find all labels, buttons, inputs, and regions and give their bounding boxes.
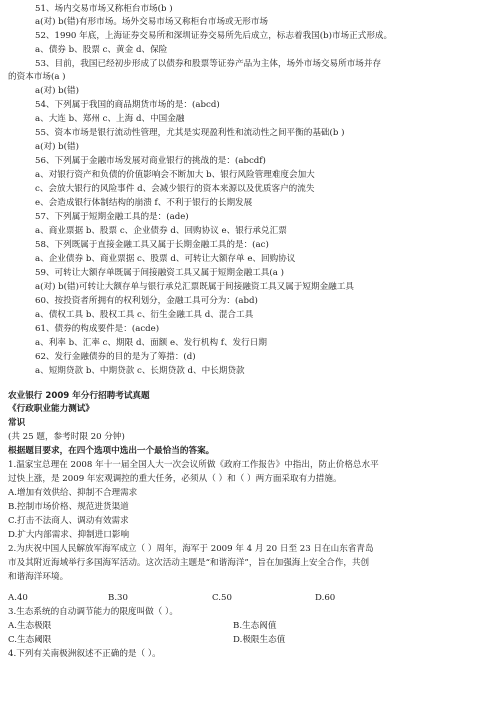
q62-text: 62、发行金融债券的目的是为了筹措：(d) <box>35 352 196 362</box>
q3-option-a: A.生态极限 <box>8 621 52 631</box>
q2-option-a: A.40 <box>8 593 28 603</box>
q53-text-cont: 的资本市场(a ) <box>8 72 66 82</box>
q60-options: a、债权工具 b、股权工具 c、衍生金融工具 d、混合工具 <box>35 310 254 320</box>
q59-text: 59、可转让大额存单既属于间接融资工具又属于短期金融工具(a ) <box>35 268 284 278</box>
q3-option-d: D.极限生态值 <box>233 635 286 645</box>
q52-text: 52、1990 年底，上海证券交易所和深圳证券交易所先后成立，标志着我国(b)市场正式形成。 <box>35 31 393 41</box>
q61-options: a、利率 b、汇率 c、期限 d、面额 e、发行机构 f、发行日期 <box>35 338 267 348</box>
q2-option-b: B.30 <box>108 593 128 603</box>
q56-text: 56、下列属于金融市场发展对商业银行的挑战的是：(abcdf) <box>35 156 266 166</box>
q3-text: 3.生态系统的自动调节能力的限度叫做（ ）。 <box>8 607 178 617</box>
q52-options: a、债券 b、股票 c、黄金 d、保险 <box>35 45 168 55</box>
q56-options-cd: c、会放大银行的风险事件 d、会减少银行的资本来源以及优质客户的流失 <box>35 184 315 194</box>
q62-options: a、短期贷款 b、中期贷款 c、长期贷款 d、中长期贷款 <box>35 366 245 376</box>
q56-options-ab: a、对银行资产和负债的价值影响会不断加大 b、银行风险管理难度会加大 <box>35 170 315 180</box>
q2-text-end: 和谐海洋环境。 <box>8 572 69 582</box>
q1-text: 1.温家宝总理在 2008 年十一届全国人大一次会议所做《政府工作报告》中指出，防止价格总水平 <box>8 460 379 470</box>
q4-text: 4.下列有关南极洲叙述不正确的是（ ）。 <box>8 649 161 659</box>
q2-option-c: C.50 <box>212 593 232 603</box>
q61-text: 61、债券的构成要件是：(acde) <box>35 324 160 334</box>
q58-text: 58、下列既属于直接金融工具又属于长期金融工具的是：(ac) <box>35 240 269 250</box>
q1-text-cont: 过快上涨，是 2009 年宏观调控的重大任务，必须从（ ）和（ ）两方面采取有力措施。 <box>8 474 342 484</box>
q1-option-c: C.打击不法商人、调动有效需求 <box>8 516 129 526</box>
q53-text: 53、目前，我国已经初步形成了以债券和股票等证券产品为主体，场外市场交易所市场并存 <box>35 59 382 69</box>
q53-answer: a(对) b(错) <box>35 86 79 96</box>
q57-options: a、商业票据 b、股票 c、企业债券 d、回购协议 e、银行承兑汇票 <box>35 226 287 236</box>
q1-option-d: D.扩大内部需求、抑制进口影响 <box>8 530 130 540</box>
exam-subtitle: 《行政职业能力测试》 <box>8 404 94 414</box>
q2-text: 2.为庆祝中国人民解放军海军成立（ ）周年，海军于 2009 年 4 月 20 日至 23 日在山东省青岛 <box>8 544 374 554</box>
q55-answer: a(对) b(错) <box>35 142 79 152</box>
exam-heading: 常识 <box>8 418 26 428</box>
q51-answer: a(对) b(错)有形市场。场外交易市场又称柜台市场或无形市场 <box>35 17 269 27</box>
exam-instruction: 根据题目要求，在四个选项中选出一个最恰当的答案。 <box>8 446 215 456</box>
q1-option-a: A.增加有效供给、抑制不合理需求 <box>8 488 138 498</box>
q3-option-c: C.生态阈限 <box>8 635 52 645</box>
exam-title: 农业银行 2009 年分行招聘考试真题 <box>8 391 150 401</box>
q1-option-b: B.控制市场价格、规范进货渠道 <box>8 502 129 512</box>
q3-option-b: B.生态阀值 <box>233 621 277 631</box>
q57-text: 57、下列属于短期金融工具的是：(ade) <box>35 212 189 222</box>
q59-answer: a(对) b(错)可转让大额存单与银行承兑汇票既属于间接融资工具又属于短期金融工具 <box>35 282 354 292</box>
q55-text: 55、资本市场是银行流动性管理，尤其是实现盈利性和流动性之间平衡的基础(b ) <box>35 128 345 138</box>
q54-text: 54、下列属于我国的商品期货市场的是：(abcd) <box>35 100 220 110</box>
q58-options: a、企业债券 b、商业票据 c、股票 d、可转让大额存单 e、回购协议 <box>35 254 296 264</box>
q54-options: a、大连 b、郑州 c、上海 d、中国金融 <box>35 114 185 124</box>
exam-note: (共 25 题，参考时限 20 分钟) <box>8 432 125 442</box>
q56-options-ef: e、会造成银行体制结构的崩溃 f、不利于银行的长期发展 <box>35 198 253 208</box>
q51-text: 51、场内交易市场又称柜台市场(b ) <box>35 4 173 14</box>
q2-option-d: D.60 <box>315 593 336 603</box>
q60-text: 60、按投资者所拥有的权利划分，金融工具可分为：(abd) <box>35 296 258 306</box>
q2-text-cont: 市及其附近海域举行多国海军活动。这次活动主题是“和谐海洋”，旨在加强海上安全合作，共创 <box>8 558 370 568</box>
